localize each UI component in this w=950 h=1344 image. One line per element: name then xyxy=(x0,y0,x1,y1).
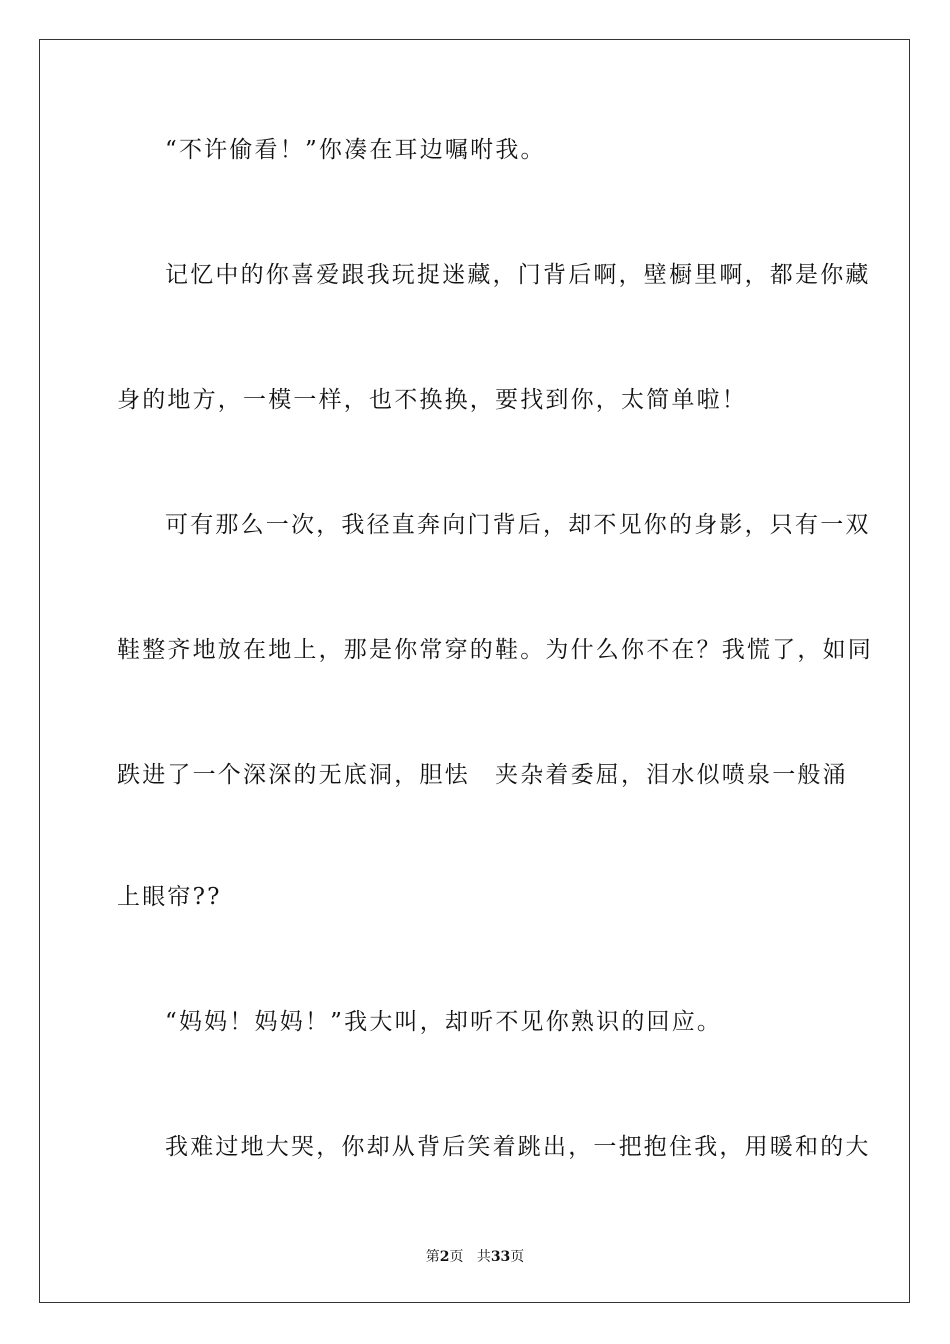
paragraph-line: “不许偷看！”你凑在耳边嘱咐我。 xyxy=(165,137,546,163)
footer-page-suffix: 页 xyxy=(449,1249,464,1265)
paragraph-line: “妈妈！妈妈！”我大叫，却听不见你熟识的回应。 xyxy=(165,1009,723,1035)
paragraph-line: 身的地方，一模一样，也不换换，要找到你，太简单啦！ xyxy=(117,387,747,413)
footer-prefix: 第 xyxy=(425,1249,440,1265)
paragraph-line: 可有那么一次，我径直奔向门背后，却不见你的身影，只有一双 xyxy=(165,512,871,538)
paragraph-line: 上眼帘?? xyxy=(117,884,222,910)
paragraph-line: 我难过地大哭，你却从背后笑着跳出，一把抱住我，用暖和的大 xyxy=(165,1134,871,1160)
footer-total-suffix: 页 xyxy=(510,1249,525,1265)
paragraph-line: 跌进了一个深深的无底洞，胆怯 夹杂着委屈，泪水似喷泉一般涌 xyxy=(117,762,848,788)
paragraph-line: 鞋整齐地放在地上，那是你常穿的鞋。为什么你不在？我慌了，如同 xyxy=(117,637,873,663)
current-page-number: 2 xyxy=(439,1249,450,1265)
footer-total-prefix: 共 xyxy=(476,1249,491,1265)
total-pages-number: 33 xyxy=(490,1249,511,1265)
page-footer xyxy=(0,1248,950,1266)
page-border xyxy=(39,39,910,1303)
paragraph-line: 记忆中的你喜爱跟我玩捉迷藏，门背后啊，壁橱里啊，都是你藏 xyxy=(165,262,871,288)
